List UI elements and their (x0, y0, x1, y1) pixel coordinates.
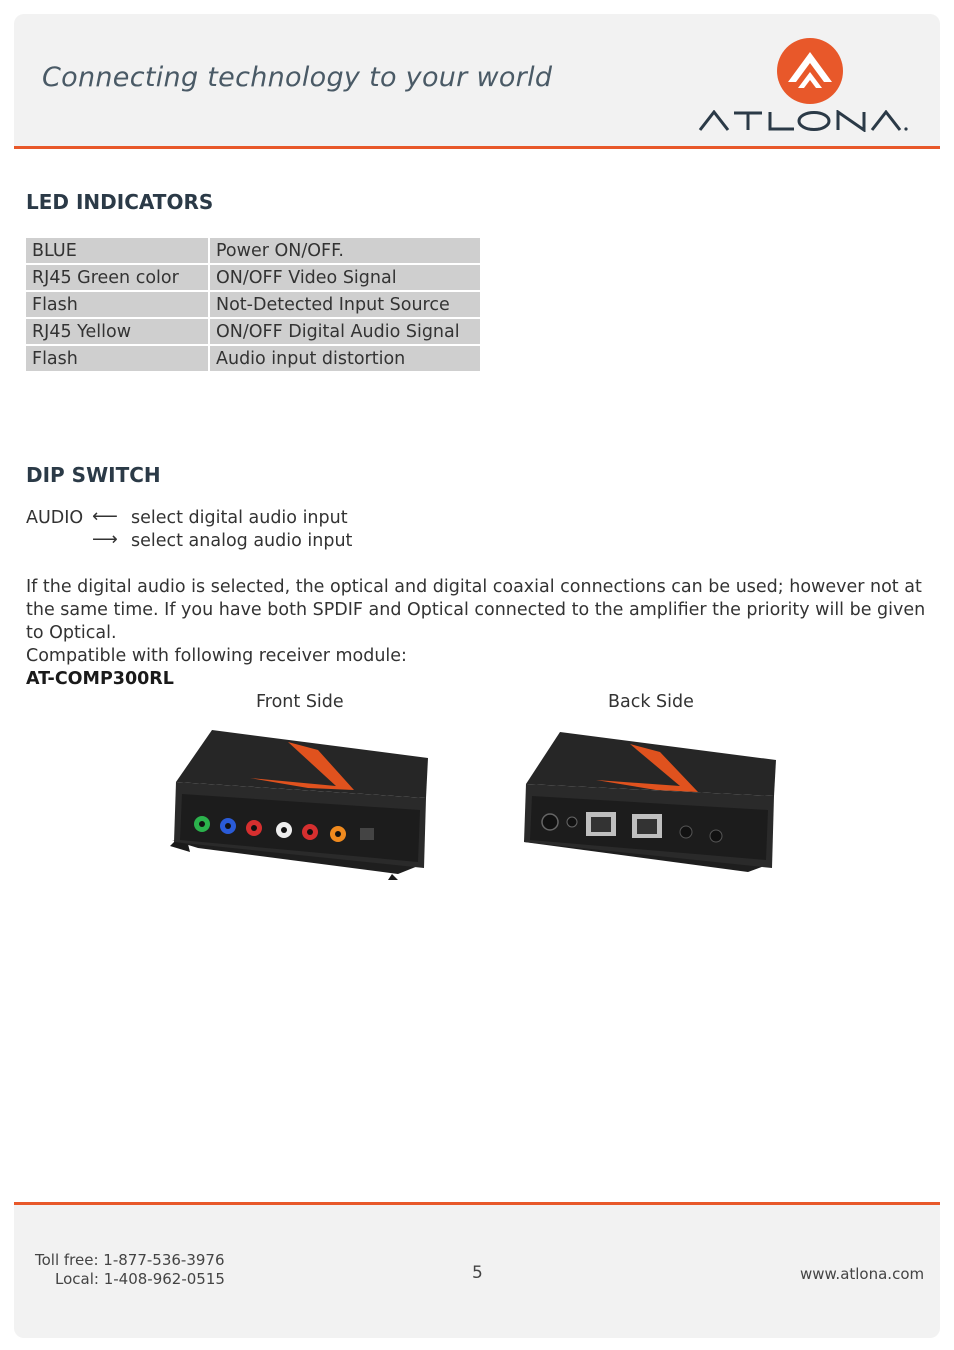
led-meaning-cell: Power ON/OFF. (210, 238, 480, 265)
table-row (26, 346, 480, 373)
front-side-device-image (168, 728, 432, 883)
dip-switch-heading: DIP SWITCH (26, 463, 161, 487)
led-indicator-cell: RJ45 Yellow (26, 319, 210, 346)
page-header (14, 14, 940, 149)
page-footer (14, 1202, 940, 1338)
table-row (26, 292, 480, 319)
right-arrow-icon: ⟶ (92, 529, 118, 550)
compatible-text: Compatible with following receiver module: (26, 646, 407, 666)
audio-priority-paragraph: If the digital audio is selected, the optical and digital coaxial connections can be used; however not at the same time. If you have both SPDIF and Optical connected to the amplifier the priority will be given to Optical. (26, 577, 926, 643)
led-indicator-cell: Flash (26, 292, 210, 319)
led-indicators-table (26, 238, 480, 373)
model-name: AT-COMP300RL (26, 669, 174, 689)
led-meaning-cell: Not-Detected Input Source (210, 292, 480, 319)
atlona-logo-icon (772, 36, 848, 106)
led-meaning-cell: Audio input distortion (210, 346, 480, 373)
back-side-device-image (520, 730, 780, 882)
back-side-label: Back Side (608, 692, 694, 712)
page-number: 5 (472, 1263, 483, 1283)
table-row (26, 265, 480, 292)
atlona-wordmark (698, 110, 928, 132)
led-indicator-cell: RJ45 Green color (26, 265, 210, 292)
tagline: Connecting technology to your world (42, 62, 553, 93)
table-row (26, 319, 480, 346)
led-indicator-cell: Flash (26, 346, 210, 373)
front-side-label: Front Side (256, 692, 344, 712)
led-indicators-heading: LED INDICATORS (26, 190, 214, 214)
led-meaning-cell: ON/OFF Digital Audio Signal (210, 319, 480, 346)
local-number: Local: 1-408-962-0515 (55, 1270, 225, 1288)
table-row (26, 238, 480, 265)
led-indicator-cell: BLUE (26, 238, 210, 265)
audio-label: AUDIO (26, 508, 84, 528)
led-meaning-cell: ON/OFF Video Signal (210, 265, 480, 292)
toll-free-number: Toll free: 1-877-536-3976 (35, 1251, 225, 1269)
digital-option-text: select digital audio input (131, 508, 348, 528)
analog-option-text: select analog audio input (131, 531, 353, 551)
website-link[interactable]: www.atlona.com (800, 1265, 925, 1283)
left-arrow-icon: ⟵ (92, 506, 118, 527)
